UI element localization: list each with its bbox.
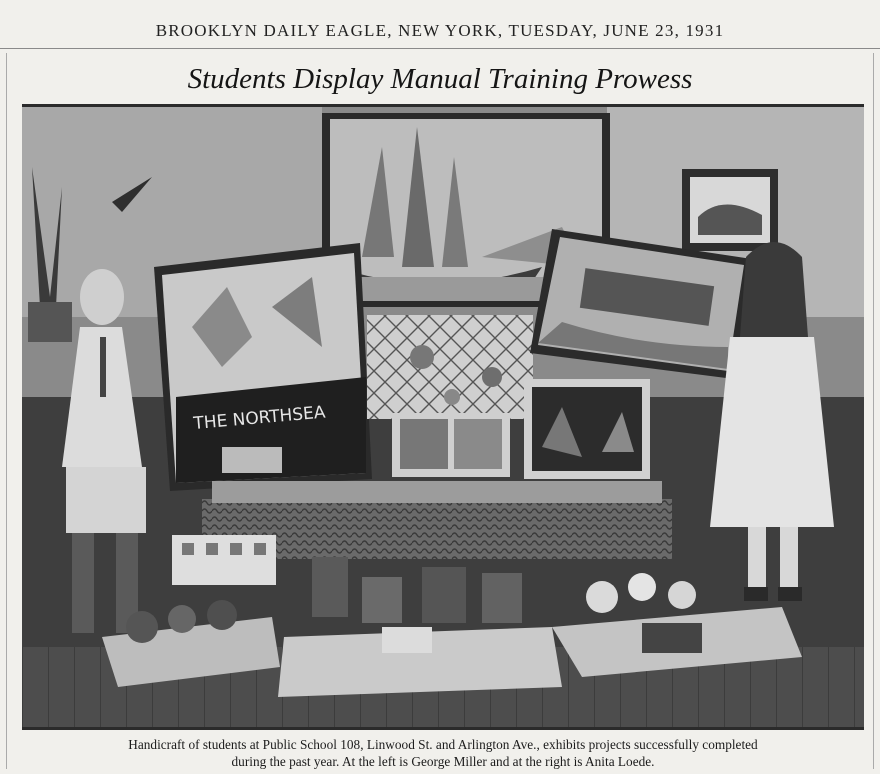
framed-scene	[524, 379, 650, 479]
newspaper-masthead: BROOKLYN DAILY EAGLE, NEW YORK, TUESDAY, JUNE 23, 1931	[155, 21, 725, 40]
news-photograph	[22, 104, 864, 730]
small-framed-picture	[682, 169, 778, 251]
photo-caption	[26, 736, 860, 770]
board-banner-text: THE NORTHSEA	[192, 402, 327, 434]
photo-illustration	[22, 107, 864, 727]
paired-pictures	[392, 413, 510, 477]
model-building	[172, 535, 276, 585]
caption-line-1: Handicraft of students at Public School 108, Linwood St. and Arlington Ave., exhibits projects successfully completed	[128, 737, 758, 752]
bench-top	[212, 481, 662, 503]
article-headline: Students Display Manual Training Prowess	[187, 63, 693, 95]
caption-line-2: during the past year. At the left is George Miller and at the right is Anita Loede.	[231, 754, 655, 769]
masthead-rule	[0, 48, 880, 49]
northsea-poster-board	[154, 243, 372, 491]
